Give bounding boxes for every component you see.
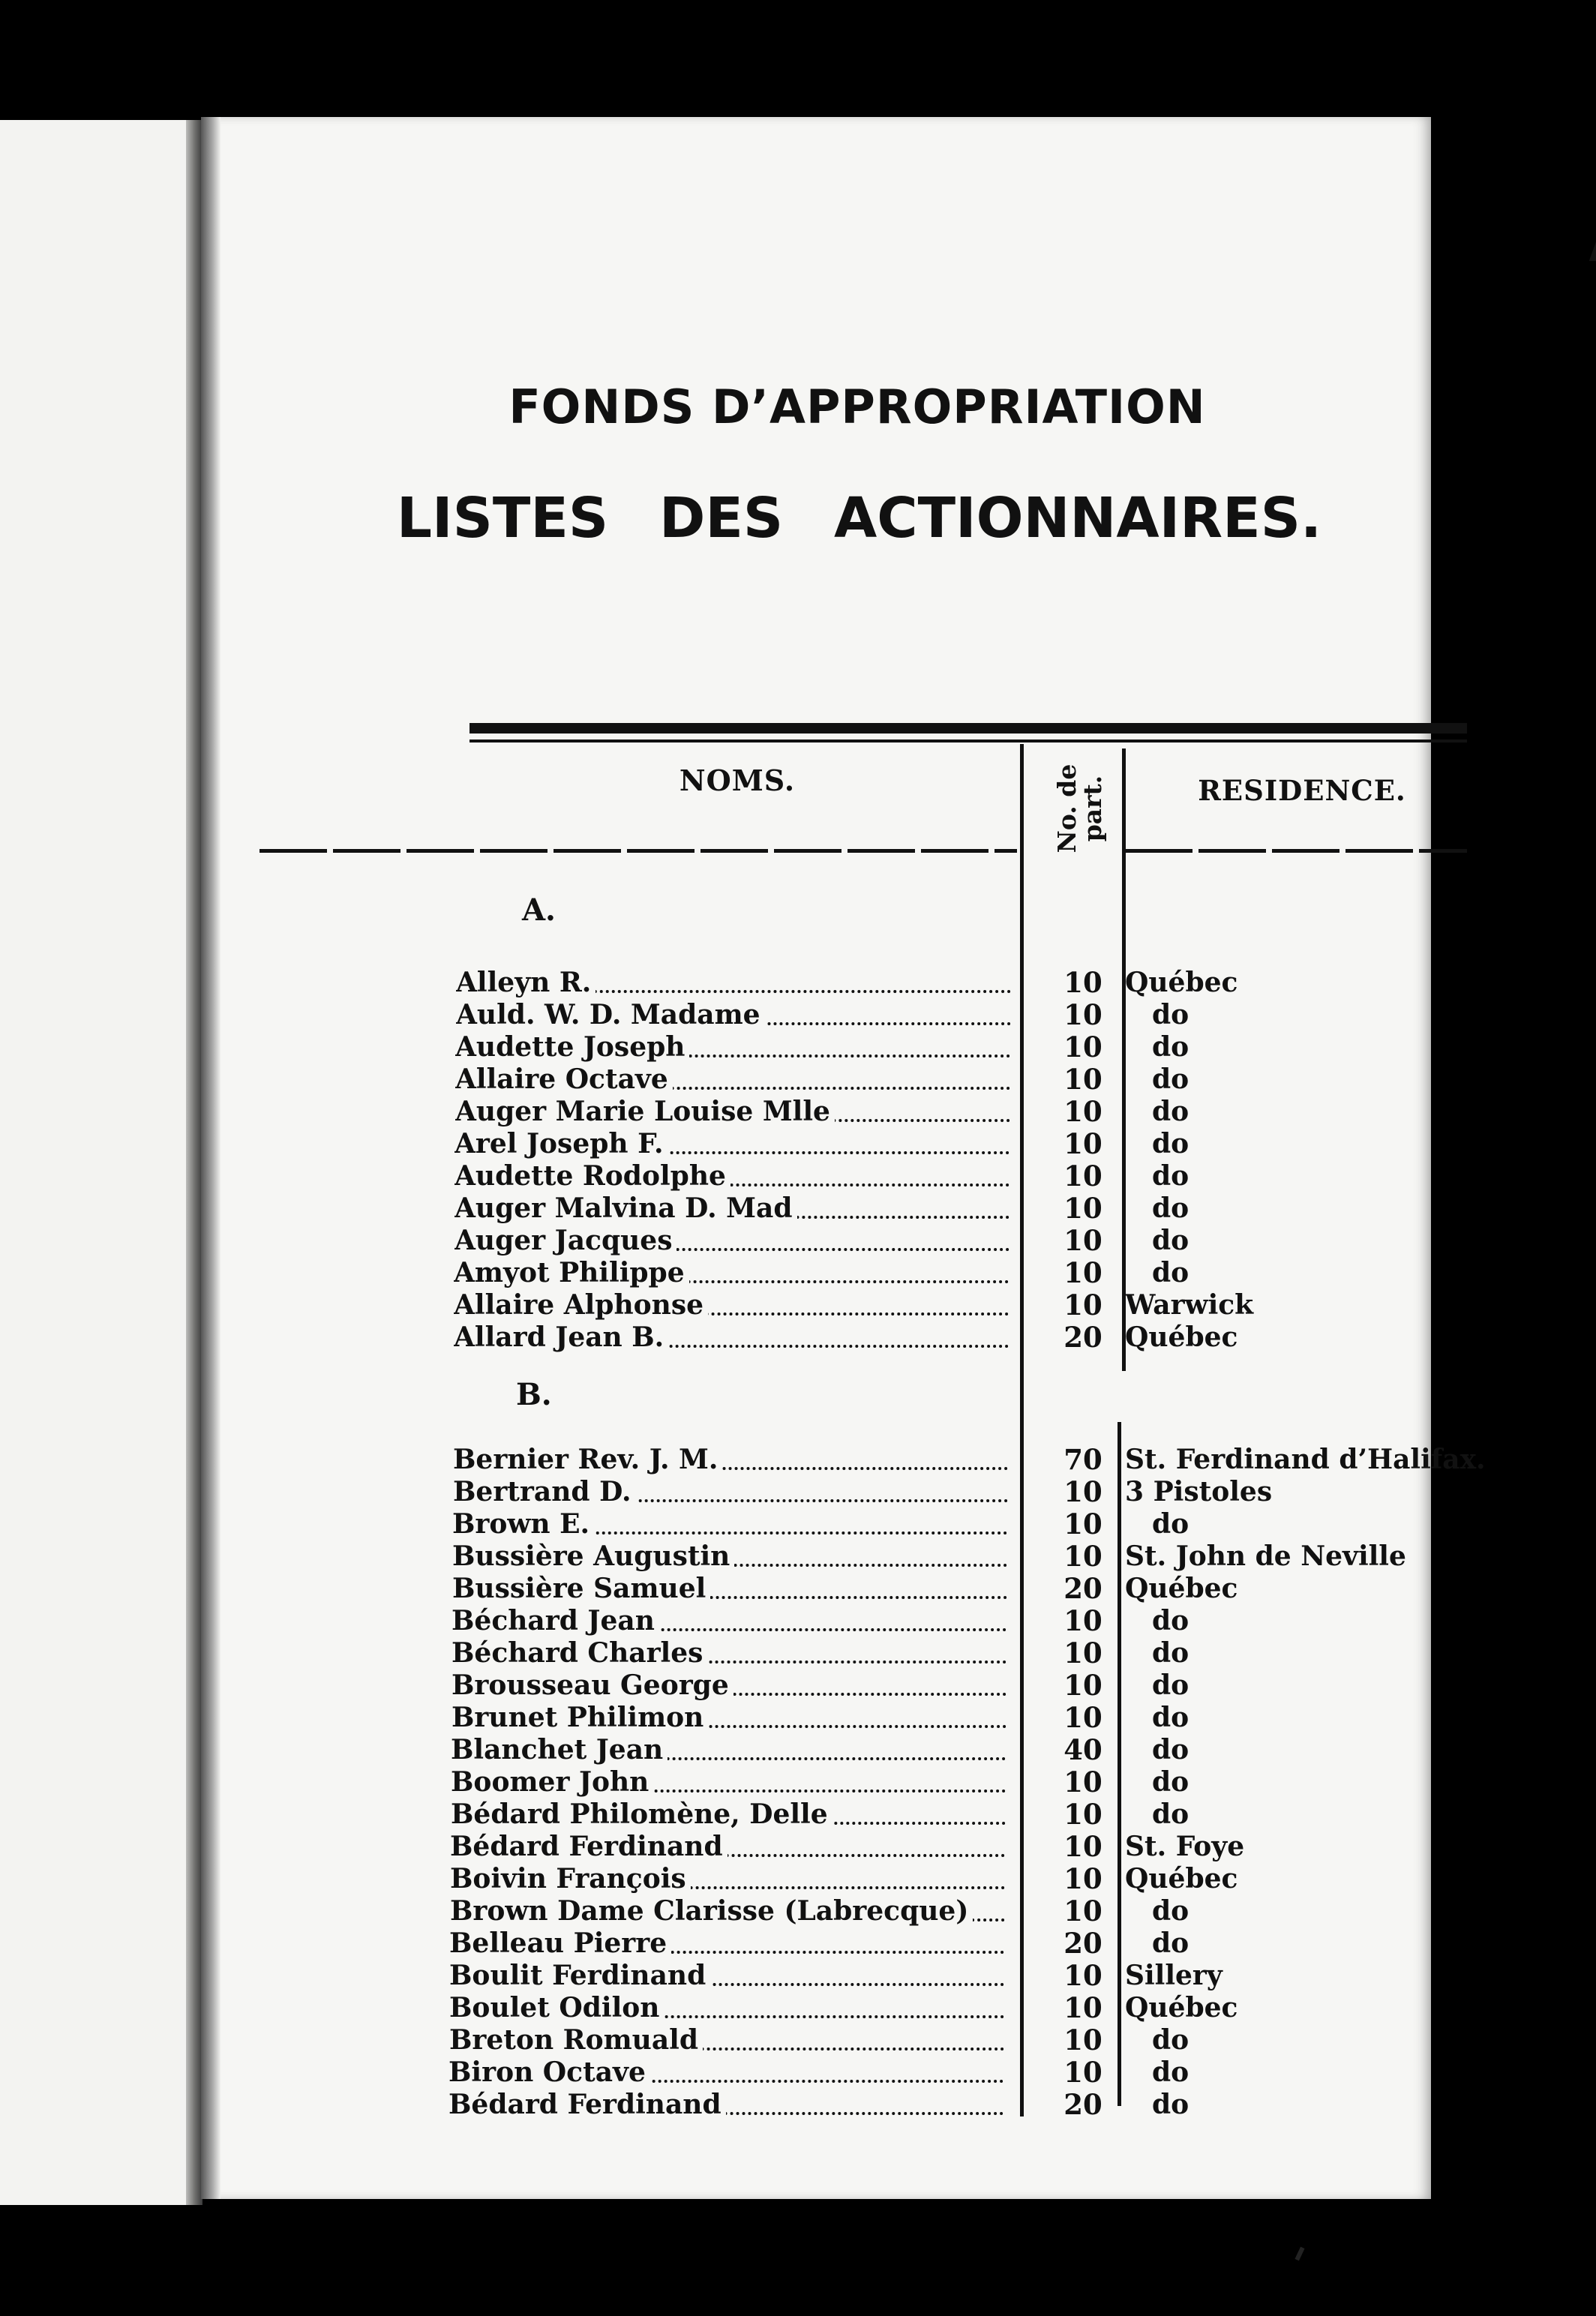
shareholder-name-text: Brunet Philimon (452, 1702, 708, 1733)
table-row (201, 998, 1476, 1031)
shareholder-name-text: Boulit Ferdinand (449, 1960, 710, 1991)
residence: do (1152, 1637, 1190, 1669)
shareholder-name-text: Bussière Augustin (452, 1540, 734, 1572)
column-header-residence: RESIDENCE. (1198, 774, 1406, 807)
shares-count: 10 (1064, 1095, 1102, 1128)
shareholder-name (449, 1959, 1004, 1992)
residence: do (1152, 2089, 1190, 2120)
shares-count: 10 (1064, 1766, 1102, 1798)
shareholder-name (452, 1572, 1007, 1605)
table-row (201, 2088, 1476, 2121)
shareholder-name (456, 998, 1011, 1031)
residence: do (1152, 1225, 1190, 1256)
page-corner (1589, 231, 1596, 261)
table-row (201, 1572, 1476, 1605)
document-page (201, 117, 1486, 2199)
shareholder-name-text: Belleau Pierre (449, 1928, 671, 1959)
shareholder-name-text: Allaire Octave (455, 1064, 673, 1095)
residence: do (1152, 1895, 1190, 1927)
residence: do (1152, 1670, 1190, 1701)
shareholder-name-text: Allaire Alphonse (454, 1289, 708, 1321)
ink-mark (1294, 2247, 1304, 2261)
shareholder-name-text: Bussière Samuel (452, 1573, 710, 1604)
shareholder-name (453, 1443, 1008, 1476)
shareholder-name-text: Bédard Ferdinand (448, 2089, 726, 2120)
shareholder-name-text: Auld. W. D. Madame (456, 999, 765, 1030)
shareholder-name-text: Boulet Odilon (449, 1992, 664, 2024)
shares-count: 10 (1064, 1991, 1102, 2024)
shares-count: 10 (1064, 1830, 1102, 1863)
table-row (201, 1095, 1476, 1128)
shareholder-name (452, 1701, 1006, 1734)
shareholder-name (456, 966, 1011, 999)
shares-count: 20 (1064, 1572, 1102, 1605)
shareholder-name (450, 1894, 1005, 1928)
residence: do (1152, 1702, 1190, 1733)
page-subtitle: LISTES DES ACTIONNAIRES. (396, 486, 1322, 550)
shareholder-name-text: Bertrand D. (453, 1476, 636, 1508)
shareholder-name-text: Boivin François (450, 1863, 691, 1894)
shareholder-name (448, 2088, 1004, 2121)
facing-page (0, 120, 196, 2205)
shareholder-name-text: Audette Joseph (455, 1031, 689, 1063)
shareholder-name (452, 1540, 1007, 1573)
residence: do (1152, 1192, 1190, 1224)
shares-count: 10 (1064, 2056, 1102, 2089)
shares-count: 40 (1064, 1733, 1102, 1766)
header-dashed-rule-residence (1125, 849, 1467, 853)
residence: do (1152, 1766, 1190, 1798)
shareholder-name-text: Auger Malvina D. Mad (454, 1192, 797, 1224)
shareholder-name (452, 1508, 1007, 1540)
column-header-noms: NOMS. (679, 764, 796, 797)
residence: do (1152, 1031, 1190, 1063)
residence: Québec (1125, 1863, 1238, 1894)
table-row (201, 1894, 1476, 1928)
shareholder-name-text: Biron Octave (448, 2056, 650, 2088)
table-row (201, 966, 1476, 999)
shareholder-name (452, 1669, 1006, 1702)
shareholder-name (454, 1160, 1010, 1192)
table-row (201, 1475, 1476, 1508)
table-row (201, 1669, 1476, 1702)
table-row (201, 2056, 1476, 2089)
shareholder-name (451, 1766, 1006, 1798)
table-row (201, 2024, 1476, 2056)
shares-count: 10 (1064, 1798, 1102, 1831)
shareholder-name-text: Auger Marie Louise Mlle (455, 1096, 835, 1127)
shares-count: 10 (1064, 1508, 1102, 1540)
shareholder-name (451, 1798, 1006, 1831)
residence: 3 Pistoles (1125, 1476, 1273, 1508)
residence: St. Foye (1125, 1831, 1245, 1862)
table-row (201, 1766, 1476, 1798)
shareholder-name (453, 1475, 1008, 1508)
table-row (201, 1636, 1476, 1670)
residence: do (1152, 1064, 1190, 1095)
residence: do (1152, 1508, 1190, 1540)
shareholder-name (454, 1288, 1009, 1322)
shareholder-name (452, 1636, 1006, 1670)
shareholder-name-text: Bédard Ferdinand (450, 1831, 728, 1862)
residence: do (1152, 1160, 1190, 1192)
shareholder-name-text: Arel Joseph F. (454, 1128, 668, 1160)
shareholder-name-text: Alleyn R. (456, 967, 596, 998)
shareholder-name (454, 1127, 1010, 1160)
residence: do (1152, 2024, 1190, 2056)
shares-count: 10 (1064, 1604, 1102, 1637)
table-row (201, 1127, 1476, 1160)
table-row (201, 1798, 1476, 1831)
residence: do (1152, 1257, 1190, 1288)
book-gutter (186, 120, 202, 2205)
table-row (201, 1540, 1476, 1573)
residence: do (1152, 1734, 1190, 1766)
table-row (201, 1927, 1476, 1960)
shares-count: 20 (1064, 1321, 1102, 1354)
residence: Québec (1125, 967, 1238, 998)
shares-count: 10 (1064, 1636, 1102, 1670)
shares-count: 70 (1064, 1443, 1102, 1476)
shareholder-name (449, 1991, 1004, 2024)
residence: St. Ferdinand d’Halifax. (1125, 1444, 1486, 1475)
shares-count: 10 (1064, 1862, 1102, 1895)
table-row (201, 1256, 1476, 1289)
shareholder-name-text: Amyot Philippe (454, 1257, 689, 1288)
shareholder-name (449, 2024, 1004, 2056)
shareholder-name (451, 1733, 1006, 1766)
header-dashed-rule-names (260, 849, 1017, 853)
shareholder-name (454, 1192, 1010, 1225)
shares-count: 10 (1064, 966, 1102, 999)
residence: do (1152, 999, 1190, 1030)
shareholder-name (448, 2056, 1004, 2089)
residence: do (1152, 1928, 1190, 1959)
residence: do (1152, 2056, 1190, 2088)
table-row (201, 1862, 1476, 1895)
shares-count: 20 (1064, 2088, 1102, 2121)
shares-count: 10 (1064, 1540, 1102, 1573)
table-row (201, 1192, 1476, 1225)
residence: Québec (1125, 1322, 1238, 1353)
shareholder-name (450, 1830, 1005, 1863)
shareholder-name-text: Bernier Rev. J. M. (453, 1444, 722, 1475)
table-row (201, 1959, 1476, 1992)
shares-count: 10 (1064, 1224, 1102, 1257)
shares-count: 10 (1064, 2024, 1102, 2056)
section-heading: A. (522, 892, 556, 928)
table-row (201, 1224, 1476, 1257)
table-row (201, 1443, 1486, 1476)
header-rule-thin (470, 740, 1467, 742)
shareholder-name-text: Auger Jacques (454, 1225, 676, 1256)
shareholder-name-text: Béchard Charles (452, 1637, 707, 1669)
shareholder-name (455, 1095, 1010, 1128)
residence: Sillery (1125, 1960, 1222, 1991)
table-row (201, 1604, 1476, 1637)
shareholder-name-text: Allard Jean B. (454, 1322, 668, 1353)
shares-count: 10 (1064, 1475, 1102, 1508)
residence: St. John de Neville (1125, 1540, 1406, 1572)
shares-count: 10 (1064, 1288, 1102, 1322)
shareholder-name (454, 1256, 1009, 1289)
residence: Québec (1125, 1573, 1238, 1604)
shares-count: 10 (1064, 1030, 1102, 1064)
shareholder-name-text: Blanchet Jean (451, 1734, 668, 1766)
table-row (201, 1160, 1476, 1192)
shareholder-name-text: Breton Romuald (449, 2024, 703, 2056)
column-header-parts (1032, 746, 1130, 858)
table-row (201, 1733, 1476, 1766)
residence: Québec (1125, 1992, 1238, 2024)
table-row (201, 1030, 1476, 1064)
shareholder-name (455, 1063, 1010, 1096)
shareholder-name-text: Boomer John (451, 1766, 653, 1798)
shareholder-name (449, 1927, 1004, 1960)
page-title: FONDS D’APPROPRIATION (508, 380, 1206, 434)
residence: do (1152, 1798, 1190, 1830)
shares-count: 10 (1064, 1192, 1102, 1225)
shareholder-name (454, 1321, 1009, 1354)
table-row (201, 1288, 1476, 1322)
shares-count: 10 (1064, 1959, 1102, 1992)
shares-count: 10 (1064, 1256, 1102, 1289)
shareholder-name-text: Brown Dame Clarisse (Labrecque) (450, 1895, 973, 1927)
shareholder-name-text: Brown E. (452, 1508, 594, 1540)
shareholder-name-text: Brousseau George (452, 1670, 734, 1701)
table-row (201, 1063, 1476, 1096)
table-row (201, 1508, 1476, 1540)
shareholder-name (452, 1604, 1006, 1637)
table-row (201, 1830, 1476, 1863)
residence: do (1152, 1128, 1190, 1160)
shares-count: 10 (1064, 1701, 1102, 1734)
residence: Warwick (1125, 1289, 1254, 1321)
shareholder-name (450, 1862, 1005, 1895)
shareholder-name-text: Audette Rodolphe (454, 1160, 730, 1192)
shares-count: 10 (1064, 1063, 1102, 1096)
section-heading: B. (516, 1377, 552, 1412)
shareholder-name-text: Béchard Jean (452, 1605, 659, 1636)
residence: do (1152, 1605, 1190, 1636)
shares-count: 10 (1064, 1894, 1102, 1928)
shares-count: 20 (1064, 1927, 1102, 1960)
shares-count: 10 (1064, 1669, 1102, 1702)
header-rule-thick (470, 723, 1467, 734)
shareholder-name (455, 1030, 1010, 1064)
table-row (201, 1701, 1476, 1734)
shareholder-name-text: Bédard Philomène, Delle (451, 1798, 832, 1830)
shares-count: 10 (1064, 998, 1102, 1031)
shareholder-name (454, 1224, 1010, 1257)
residence: do (1152, 1096, 1190, 1127)
shares-count: 10 (1064, 1160, 1102, 1192)
shares-count: 10 (1064, 1127, 1102, 1160)
table-row (201, 1991, 1476, 2024)
column-header-parts-label: No. de part. (1052, 764, 1107, 854)
table-row (201, 1321, 1476, 1354)
